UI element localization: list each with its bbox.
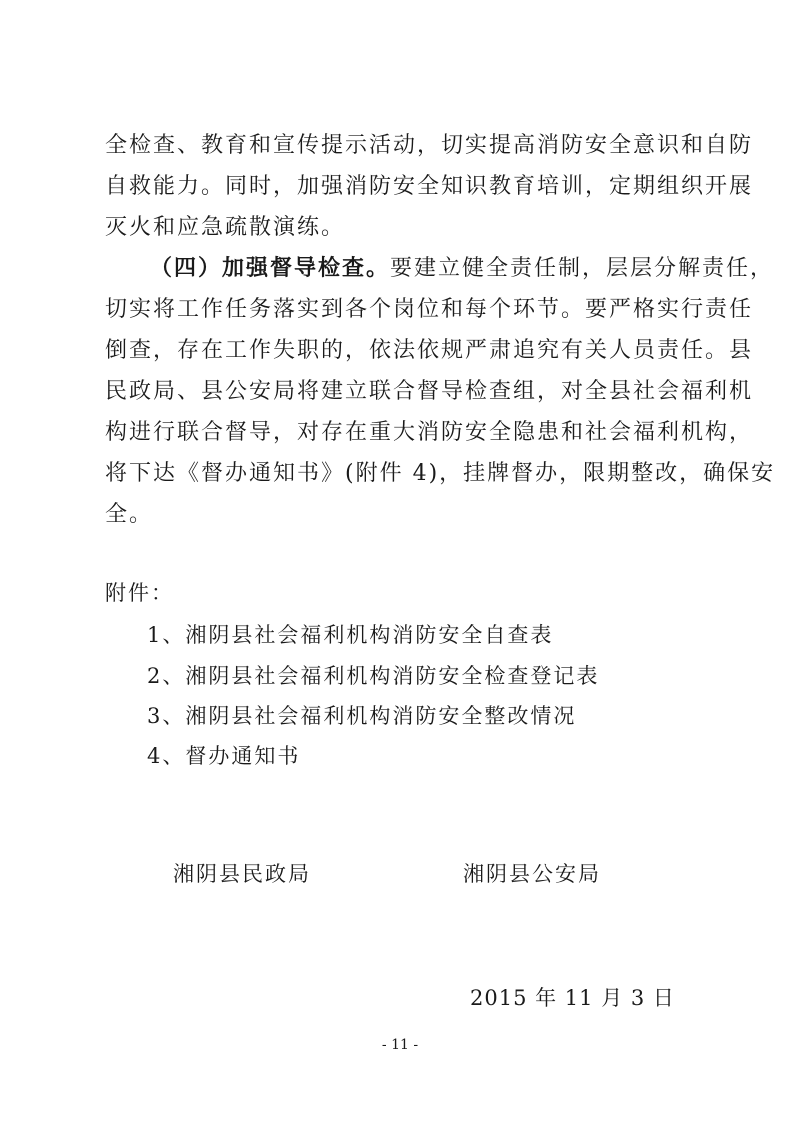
paragraph2-line-7: 全。	[105, 502, 154, 527]
page-number: - 11 -	[381, 1037, 419, 1053]
paragraph2-line-2: 切实将工作任务落实到各个岗位和每个环节。要严格实行责任	[105, 297, 754, 322]
paragraph2-line-3: 倒查，存在工作失职的，依法依规严肃追究有关人员责任。县	[105, 338, 754, 363]
signer-public-security: 湘阴县公安局	[463, 862, 601, 886]
document-date: 2015 年 11 月 3 日	[470, 986, 675, 1010]
paragraph2-line-6: 将下达《督办通知书》(附件 4)，挂牌督办，限期整改，确保安	[105, 461, 776, 486]
attachment-item-3: 3、湘阴县社会福利机构消防安全整改情况	[147, 704, 577, 728]
paragraph1-line-2: 自救能力。同时，加强消防安全知识教育培训，定期组织开展	[105, 174, 754, 199]
paragraph1-line-3: 灭火和应急疏散演练。	[105, 215, 346, 240]
section-heading: （四）加强督导检查。	[150, 256, 391, 281]
attachments-label: 附件：	[105, 581, 174, 605]
paragraph2-line-4: 民政局、县公安局将建立联合督导检查组，对全县社会福利机	[105, 379, 754, 404]
paragraph1-line-1: 全检查、教育和宣传提示活动，切实提高消防安全意识和自防	[105, 133, 754, 158]
paragraph2-line-1	[150, 254, 775, 284]
paragraph2-line-1-text: 要建立健全责任制，层层分解责任，	[390, 256, 775, 281]
signer-civil-affairs: 湘阴县民政局	[173, 862, 311, 886]
attachment-item-1: 1、湘阴县社会福利机构消防安全自查表	[147, 623, 554, 647]
attachment-item-4: 4、督办通知书	[147, 744, 301, 768]
paragraph2-line-5: 构进行联合督导，对存在重大消防安全隐患和社会福利机构，	[105, 420, 754, 445]
attachment-item-2: 2、湘阴县社会福利机构消防安全检查登记表	[147, 664, 600, 688]
